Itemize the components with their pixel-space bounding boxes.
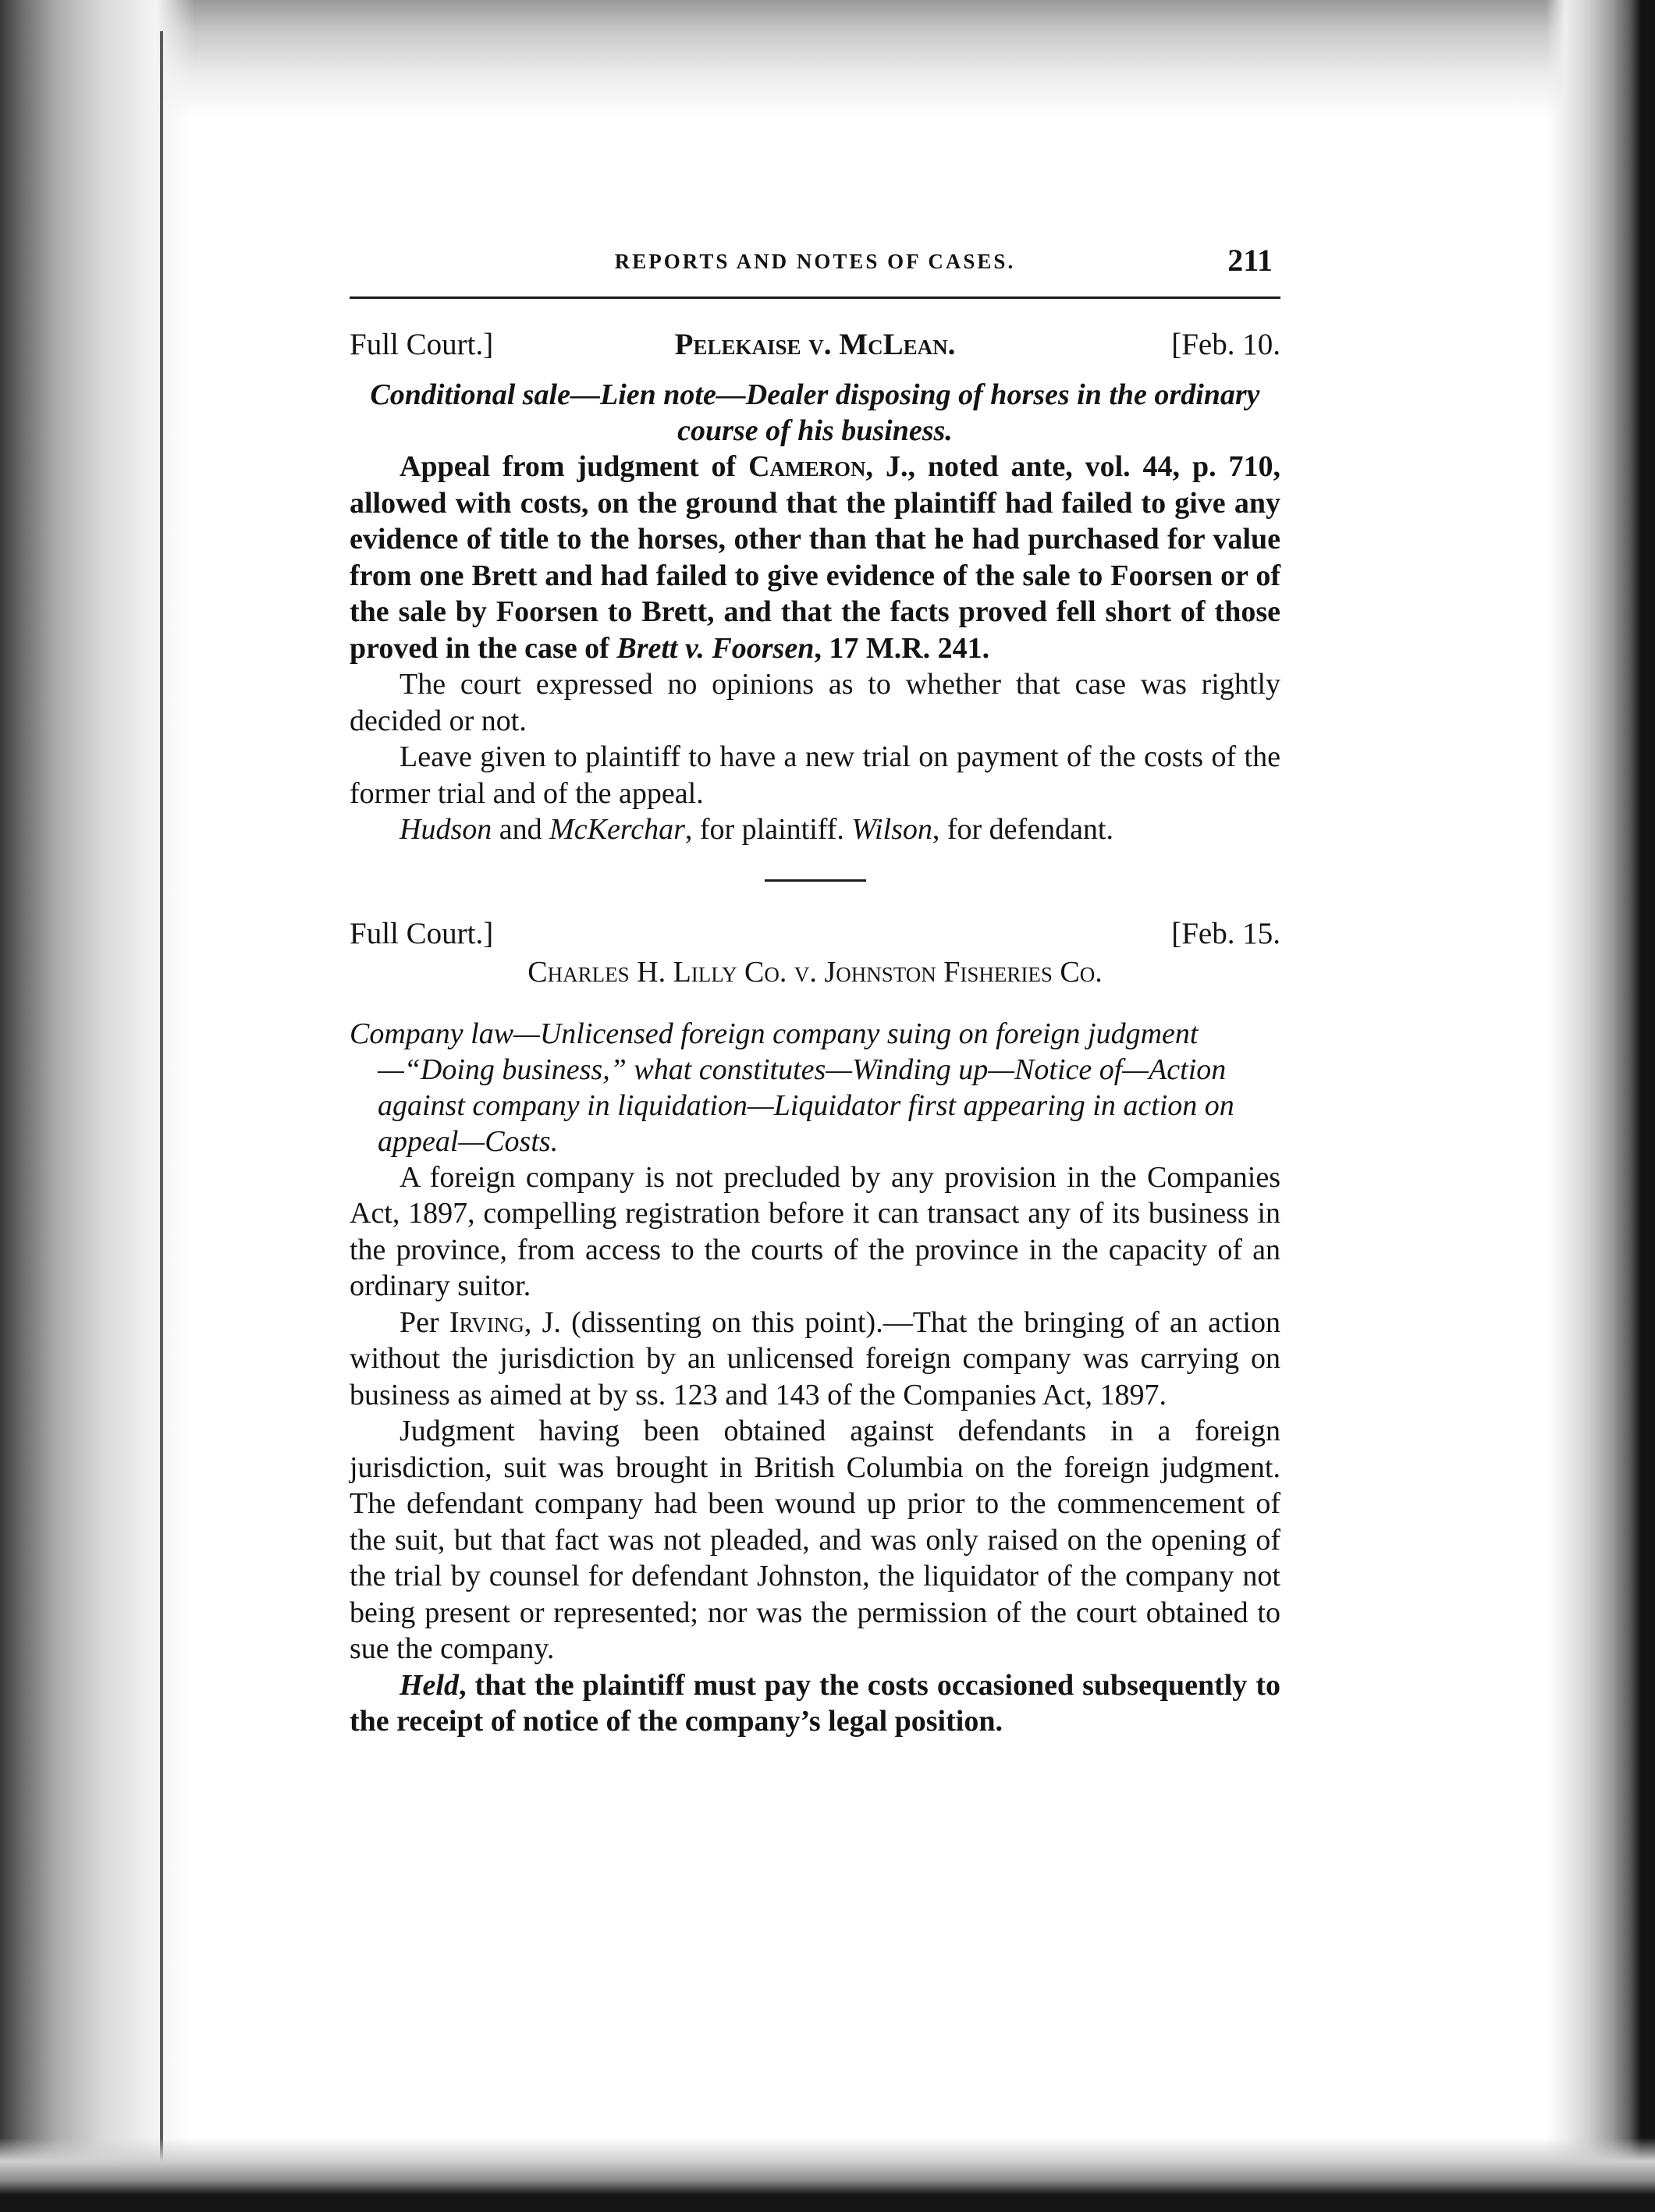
case-2-heading (350, 916, 1280, 953)
case-1-date: [Feb. 10. (1171, 328, 1280, 361)
case-2-headnote: Company law—Unlicensed foreign company suing on foreign judgment—“Doing business,” what constitutes—Winding up—Notice of—Action against company in liquidation—Liquidator first appearing in action on appeal—Costs. (350, 1017, 1234, 1158)
document-page (350, 226, 1280, 1740)
case-1-court: Full Court.] (350, 328, 494, 361)
case-1-heading (350, 327, 1280, 374)
scan-shadow-left (0, 0, 195, 2212)
running-head (350, 226, 1280, 296)
case-1-paragraph-3: Leave given to plaintiff to have a new trial on payment of the costs of the former trial and of the appeal. (350, 740, 1280, 810)
judge-name: Irving (449, 1305, 524, 1339)
case-1-counsel: Hudson and McKerchar, for plaintiff. Wilson, for defendant. (400, 813, 1113, 846)
case-1-paragraph-1: Appeal from judgment of Cameron, J., noted ante, vol. 44, p. 710, allowed with costs, on the ground that the plaintiff had failed to give any evidence of title to the horses, other than that he had purchased for value from one Brett and had failed to give evidence of the sale to Foorsen or of the sale by Foorsen to Brett, and that the facts proved fell short of those proved in the case of Brett v. Foorsen, 17 M.R. 241. (350, 450, 1280, 665)
scan-shadow-top (0, 0, 1655, 117)
case-2-holding: Held, that the plaintiff must pay the costs occasioned subsequently to the receipt of notice of the company’s legal position. (350, 1668, 1280, 1738)
scan-shadow-bottom (0, 2138, 1655, 2212)
case-2-title: Charles H. Lilly Co. v. Johnston Fisheries Co. (527, 955, 1103, 989)
case-1-title: Pelekaise v. McLean. (674, 328, 956, 361)
case-1-paragraph-2: The court expressed no opinions as to whether that case was rightly decided or not. (350, 668, 1280, 737)
case-2-court: Full Court.] (350, 916, 494, 950)
case-citation: Brett v. Foorsen (616, 631, 815, 665)
binding-edge-line (160, 31, 163, 2169)
case-divider (765, 879, 866, 882)
case-2-date: [Feb. 15. (1171, 916, 1280, 950)
scan-shadow-right (1546, 0, 1655, 2212)
page-number: 211 (1227, 243, 1273, 278)
case-2-paragraph-1: A foreign company is not precluded by any provision in the Companies Act, 1897, compelling registration before it can transact any of its business in the province, from access to the courts of the province in the capacity of an ordinary suitor. (350, 1160, 1280, 1302)
case-2-paragraph-3: Judgment having been obtained against defendants in a foreign jurisdiction, suit was brought in British Columbia on the foreign judgment. The defendant company had been wound up prior to the commencement of the suit, but that fact was not pleaded, and was only raised on the opening of the trial by counsel for defendant Johnston, the liquidator of the company not being present or represented; nor was the permission of the court obtained to sue the company. (350, 1415, 1280, 1665)
running-head-title: REPORTS AND NOTES OF CASES. (614, 250, 1016, 273)
running-head-rule (350, 296, 1280, 299)
judge-name: Cameron (748, 450, 866, 483)
case-2-paragraph-2: Per Irving, J. (dissenting on this point).—That the bringing of an action without the jurisdiction by an unlicensed foreign company was carrying on business as aimed at by ss. 123 and 143 of the Companies Act, 1897. (350, 1305, 1280, 1411)
case-1-headnote: Conditional sale—Lien note—Dealer disposing of horses in the ordinary course of his business. (370, 378, 1260, 447)
